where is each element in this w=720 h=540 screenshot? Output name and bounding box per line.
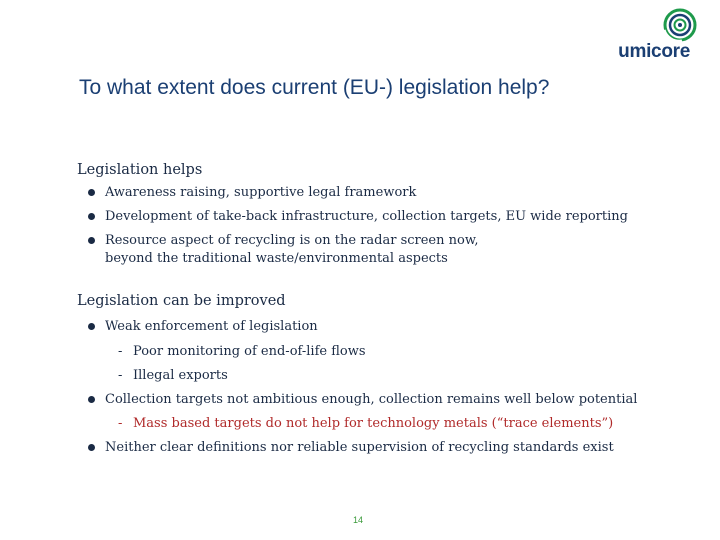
brand-name: umicore [618, 41, 690, 62]
list-item [92, 232, 479, 268]
list-item [92, 439, 614, 457]
dash-marker: - [118, 416, 123, 431]
sub-list-item [118, 343, 366, 361]
list-item-text: Development of take-back infrastructure, collection targets, EU wide reporting [105, 209, 628, 224]
dash-marker: - [118, 344, 123, 359]
slide-title: To what extent does current (EU-) legislation help? [79, 76, 550, 99]
bullet-icon [88, 396, 95, 403]
list-item [92, 318, 318, 336]
list-item [92, 208, 628, 226]
sub-list-item-text: Poor monitoring of end-of-life flows [133, 344, 366, 359]
bullet-icon [88, 213, 95, 220]
list-item-text: Weak enforcement of legislation [105, 319, 318, 334]
bullet-icon [88, 237, 95, 244]
dash-marker: - [118, 368, 123, 383]
bullet-icon [88, 323, 95, 330]
list-item-text: Collection targets not ambitious enough, collection remains well below potential [105, 392, 638, 407]
list-item-text: Awareness raising, supportive legal framework [105, 185, 417, 200]
list-item-text-continued: beyond the traditional waste/environmental aspects [105, 251, 448, 266]
sub-list-item [118, 367, 228, 385]
bullet-icon [88, 444, 95, 451]
sub-list-item [118, 415, 613, 433]
umicore-swirl-icon [658, 8, 698, 44]
page-number: 14 [353, 515, 364, 525]
bullet-icon [88, 189, 95, 196]
section-heading-improved: Legislation can be improved [77, 293, 286, 309]
sub-list-item-text: Illegal exports [133, 368, 228, 383]
list-item [92, 391, 637, 409]
sub-list-item-text: Mass based targets do not help for technology metals (“trace elements”) [133, 416, 614, 431]
list-item-text: Resource aspect of recycling is on the radar screen now, [105, 233, 479, 248]
section-heading-helps: Legislation helps [77, 162, 203, 178]
umicore-logo [598, 8, 698, 60]
list-item [92, 184, 416, 202]
list-item-text: Neither clear definitions nor reliable supervision of recycling standards exist [105, 440, 614, 455]
